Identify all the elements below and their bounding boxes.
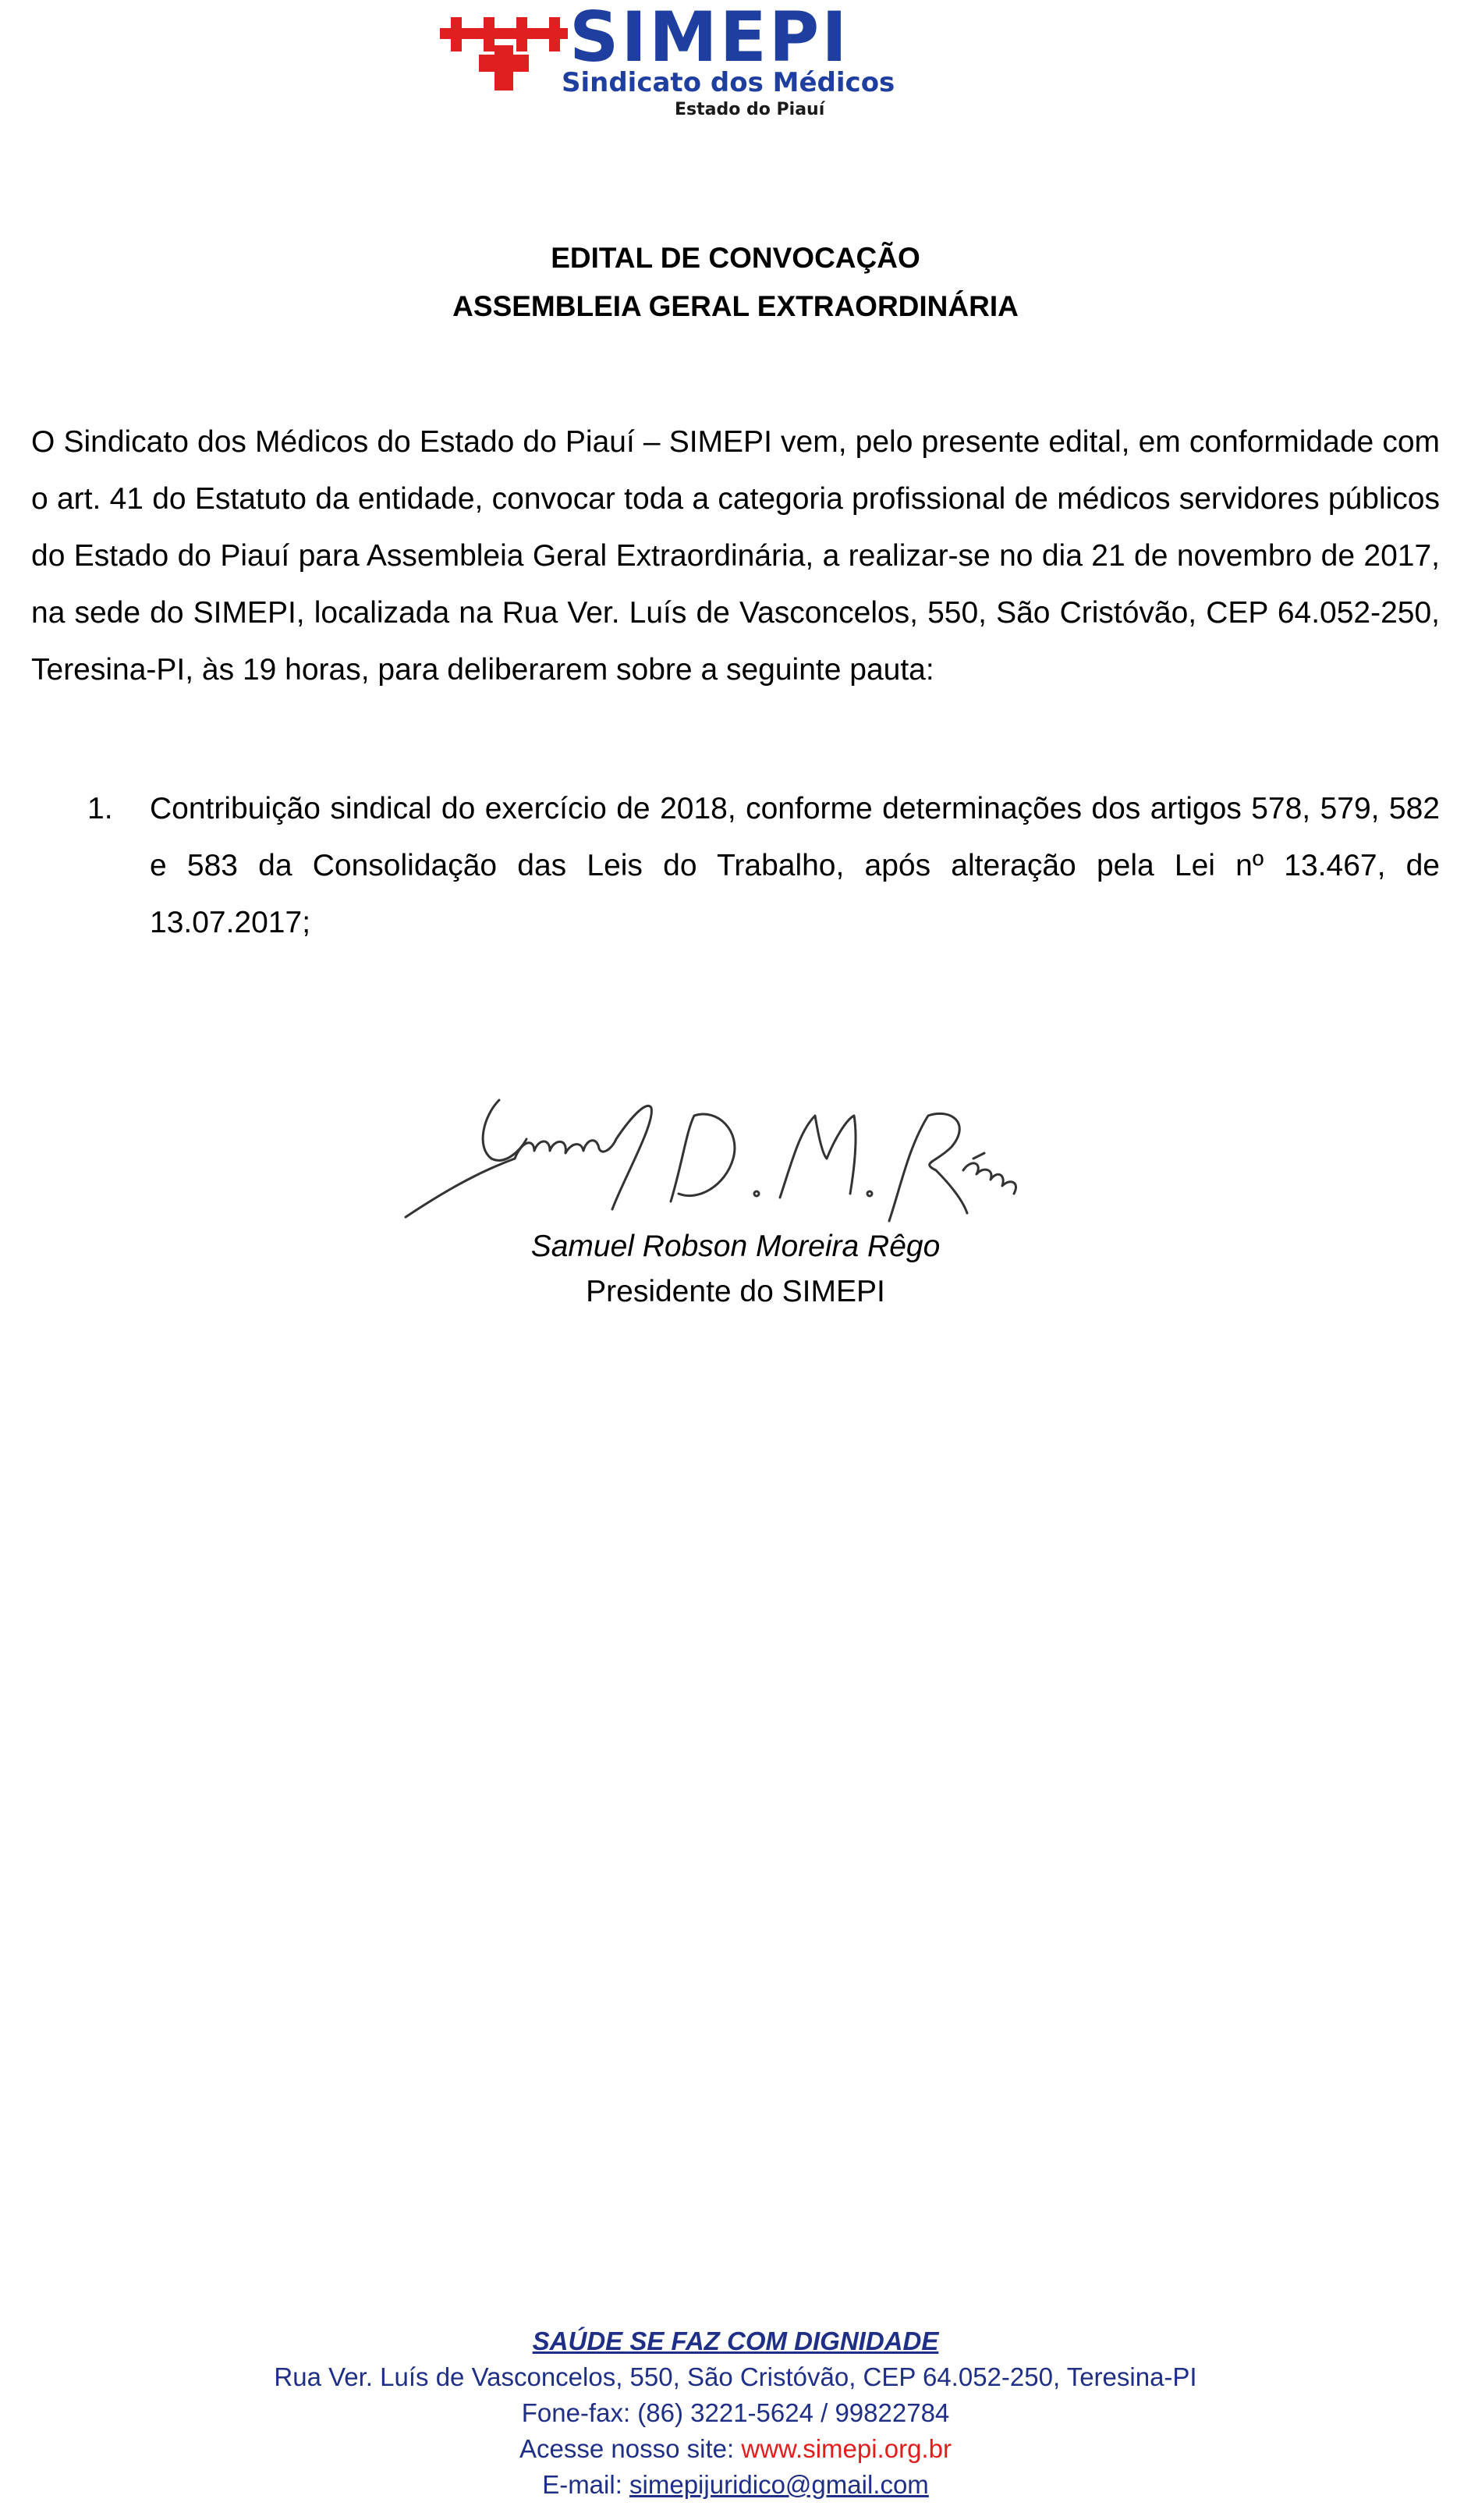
convocation-paragraph: O Sindicato dos Médicos do Estado do Piauí – SIMEPI vem, pelo presente edital, em conformidade com o art. 41 do Estatuto da entidade, convocar toda a categoria profissional de médicos servidores públicos do Estado do Piauí para Assembleia Geral Extraordinária, a realizar-se no dia 21 de novembro de 2017, na sede do SIMEPI, localizada na Rua Ver. Luís de Vasconcelos, 550, São Cristóvão, CEP 64.052-250, Teresina-PI, às 19 horas, para deliberarem sobre a seguinte pauta: [31, 425, 1440, 687]
title-line-2: ASSEMBLEIA GERAL EXTRAORDINÁRIA [452, 290, 1019, 322]
footer-slogan: SAÚDE SE FAZ COM DIGNIDADE [532, 2327, 939, 2355]
medical-crosses-logo-icon [437, 14, 569, 92]
agenda-item-number: 1. [87, 792, 113, 825]
agenda-item-text: Contribuição sindical do exercício de 2018, conforme determinações dos artigos 578, 579, 582 e 583 da Consolidação das Leis do Trabalho, após alteração pela Lei nº 13.467, de 13.07.2017; [150, 792, 1440, 939]
footer-site-label: Acesse nosso site: [519, 2434, 742, 2463]
handwritten-signature [390, 1084, 1045, 1233]
signer-role: Presidente do SIMEPI [586, 1275, 885, 1308]
footer-email-link[interactable]: simepijuridico@gmail.com [629, 2470, 929, 2499]
footer-email-line [0, 2467, 1471, 2503]
agenda-list [87, 780, 1440, 951]
footer [0, 2323, 1471, 2503]
footer-address: Rua Ver. Luís de Vasconcelos, 550, São Cristóvão, CEP 64.052-250, Teresina-PI [274, 2362, 1197, 2391]
logo-wordmark: SIMEPI [569, 0, 850, 77]
agenda-item [87, 780, 1440, 951]
footer-site-line [0, 2431, 1471, 2467]
logo-subtitle: Sindicato dos Médicos [562, 67, 895, 98]
footer-site-link[interactable]: www.simepi.org.br [741, 2434, 952, 2463]
document-title [0, 234, 1471, 331]
logo-state: Estado do Piauí [675, 100, 825, 119]
footer-email-label: E-mail: [542, 2470, 630, 2499]
letterhead [437, 0, 1014, 119]
title-line-1: EDITAL DE CONVOCAÇÃO [551, 242, 920, 274]
signer-name: Samuel Robson Moreira Rêgo [530, 1230, 941, 1263]
footer-phone: Fone-fax: (86) 3221-5624 / 99822784 [521, 2398, 950, 2427]
